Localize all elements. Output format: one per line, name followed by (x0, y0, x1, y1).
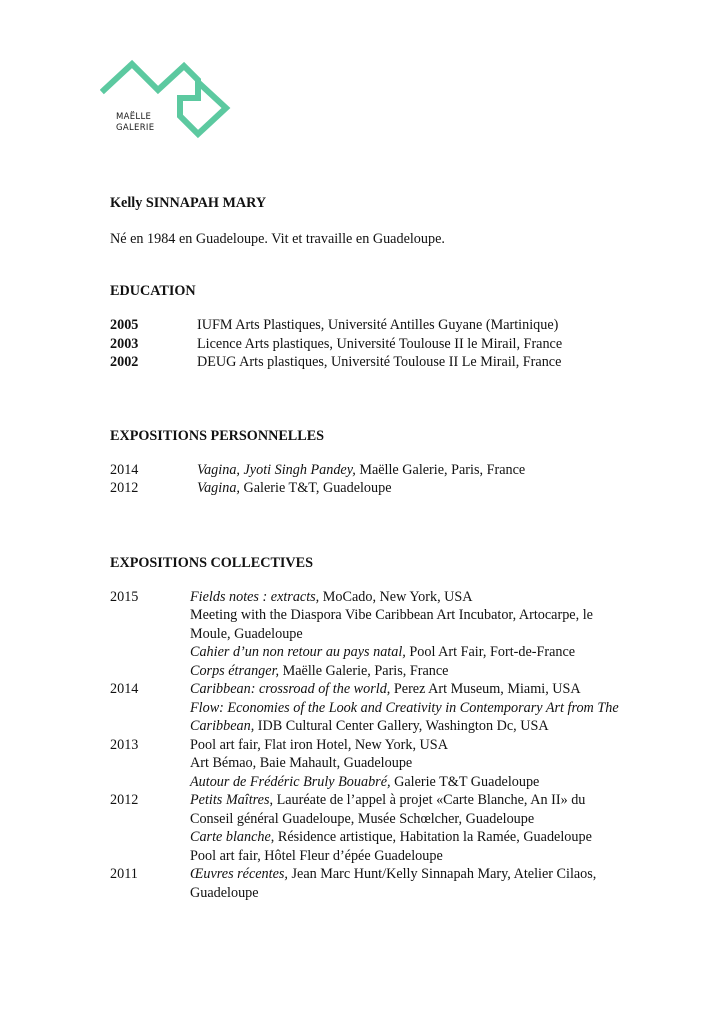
group-entry-details: Pool art fair, Flat iron Hotel, New York, USA (190, 736, 448, 753)
group-year-row (110, 791, 620, 865)
logo-wordmark (116, 112, 154, 134)
solo-row (110, 479, 620, 498)
group-entry (190, 828, 620, 847)
group-entry (190, 680, 620, 699)
education-title: EDUCATION (110, 283, 196, 299)
education-text: IUFM Arts Plastiques, Université Antilles Guyane (Martinique) (197, 317, 559, 333)
gallery-logo (100, 58, 235, 150)
group-entry-title: Caribbean: crossroad of the world (190, 681, 387, 697)
artist-bio: Né en 1984 en Guadeloupe. Vit et travaille en Guadeloupe. (110, 231, 445, 247)
group-entry (190, 847, 620, 866)
solo-row (110, 461, 620, 480)
group-entry-details: , Résidence artistique, Habitation la Ramée, Guadeloupe (270, 829, 592, 845)
group-year: 2011 (110, 866, 138, 882)
solo-title: Vagina, (197, 480, 240, 496)
group-entry (190, 606, 620, 643)
solo-entry (197, 461, 620, 480)
group-entry-details: Meeting with the Diaspora Vibe Caribbean Art Incubator, Artocarpe, le Moule, Guadeloupe (190, 607, 593, 642)
group-entry-title: Œuvres récentes, (190, 866, 288, 882)
group-entry (190, 588, 620, 607)
education-list (110, 316, 620, 372)
group-year-row (110, 680, 620, 736)
logo-line-1: MAËLLE (116, 112, 152, 122)
group-entry-title: Carte blanche (190, 829, 271, 845)
solo-year: 2014 (110, 461, 139, 478)
group-exhibitions-title: EXPOSITIONS COLLECTIVES (110, 554, 314, 571)
group-entry-details: Pool art fair, Hôtel Fleur d’épée Guadeloupe (190, 847, 443, 864)
group-year: 2014 (110, 681, 139, 697)
group-entry-details: Galerie T&T Guadeloupe (390, 773, 540, 790)
solo-details: Maëlle Galerie, Paris, France (355, 461, 526, 478)
group-entry-title: Petits Maîtres (190, 792, 270, 808)
solo-details: Galerie T&T, Guadeloupe (239, 480, 392, 496)
group-year-row (110, 736, 620, 792)
education-text: Licence Arts plastiques, Université Toulouse II le Mirail, France (197, 335, 563, 352)
group-entry (190, 662, 620, 681)
solo-exhibitions-title: EXPOSITIONS PERSONNELLES (110, 427, 325, 444)
group-entry-title: Autour de Frédéric Bruly Bouabré, (190, 773, 391, 790)
group-entry (190, 865, 620, 902)
group-entry-details: Pool Art Fair, Fort-de-France (405, 644, 576, 660)
group-year-row (110, 865, 620, 902)
group-entry-details: Jean Marc Hunt/Kelly Sinnapah Mary, Atelier Cilaos, Guadeloupe (190, 866, 597, 901)
education-row (110, 316, 620, 335)
group-entry-details: Art Bémao, Baie Mahault, Guadeloupe (190, 755, 413, 771)
group-entry (190, 643, 620, 662)
artist-name: Kelly SINNAPAH MARY (110, 195, 267, 211)
group-entry (190, 791, 620, 828)
education-year: 2003 (110, 335, 139, 352)
group-entry-title: Corps étranger, (190, 662, 280, 679)
group-entry-details: Maëlle Galerie, Paris, France (279, 662, 449, 679)
solo-exhibitions-list (110, 461, 620, 498)
group-entry-title: Cahier d’un non retour au pays natal, (190, 644, 406, 660)
group-year: 2015 (110, 588, 139, 605)
group-entry (190, 699, 620, 736)
education-row (110, 335, 620, 354)
solo-title: Vagina, Jyoti Singh Pandey, (197, 461, 356, 478)
group-entry-details: IDB Cultural Center Gallery, Washington Dc, USA (254, 718, 549, 734)
group-entry-title: Fields notes : extracts, (190, 588, 320, 605)
education-row (110, 353, 620, 372)
solo-entry (197, 479, 620, 498)
group-entry-details: , Perez Art Museum, Miami, USA (386, 681, 581, 697)
group-entry-details: MoCado, New York, USA (319, 588, 473, 605)
group-entry-details: , Lauréate de l’appel à projet «Carte Blanche, An II» du Conseil général Guadeloupe, Musée Schœlcher, Guadeloupe (190, 792, 586, 827)
group-year: 2013 (110, 736, 139, 753)
group-year: 2012 (110, 792, 139, 808)
logo-line-2: GALERIE (116, 123, 155, 133)
education-year: 2005 (110, 317, 139, 333)
education-year: 2002 (110, 354, 139, 370)
group-year-row (110, 588, 620, 681)
group-exhibitions-list (110, 588, 620, 903)
group-entry (190, 736, 620, 755)
cv-content (110, 194, 620, 902)
education-text: DEUG Arts plastiques, Université Toulouse II Le Mirail, France (197, 354, 562, 370)
group-entry (190, 773, 620, 792)
solo-year: 2012 (110, 480, 139, 496)
group-entry-title: Flow: Economies of the Look and Creativity in Contemporary Art from The Caribbean, (190, 699, 619, 734)
group-entry (190, 754, 620, 773)
